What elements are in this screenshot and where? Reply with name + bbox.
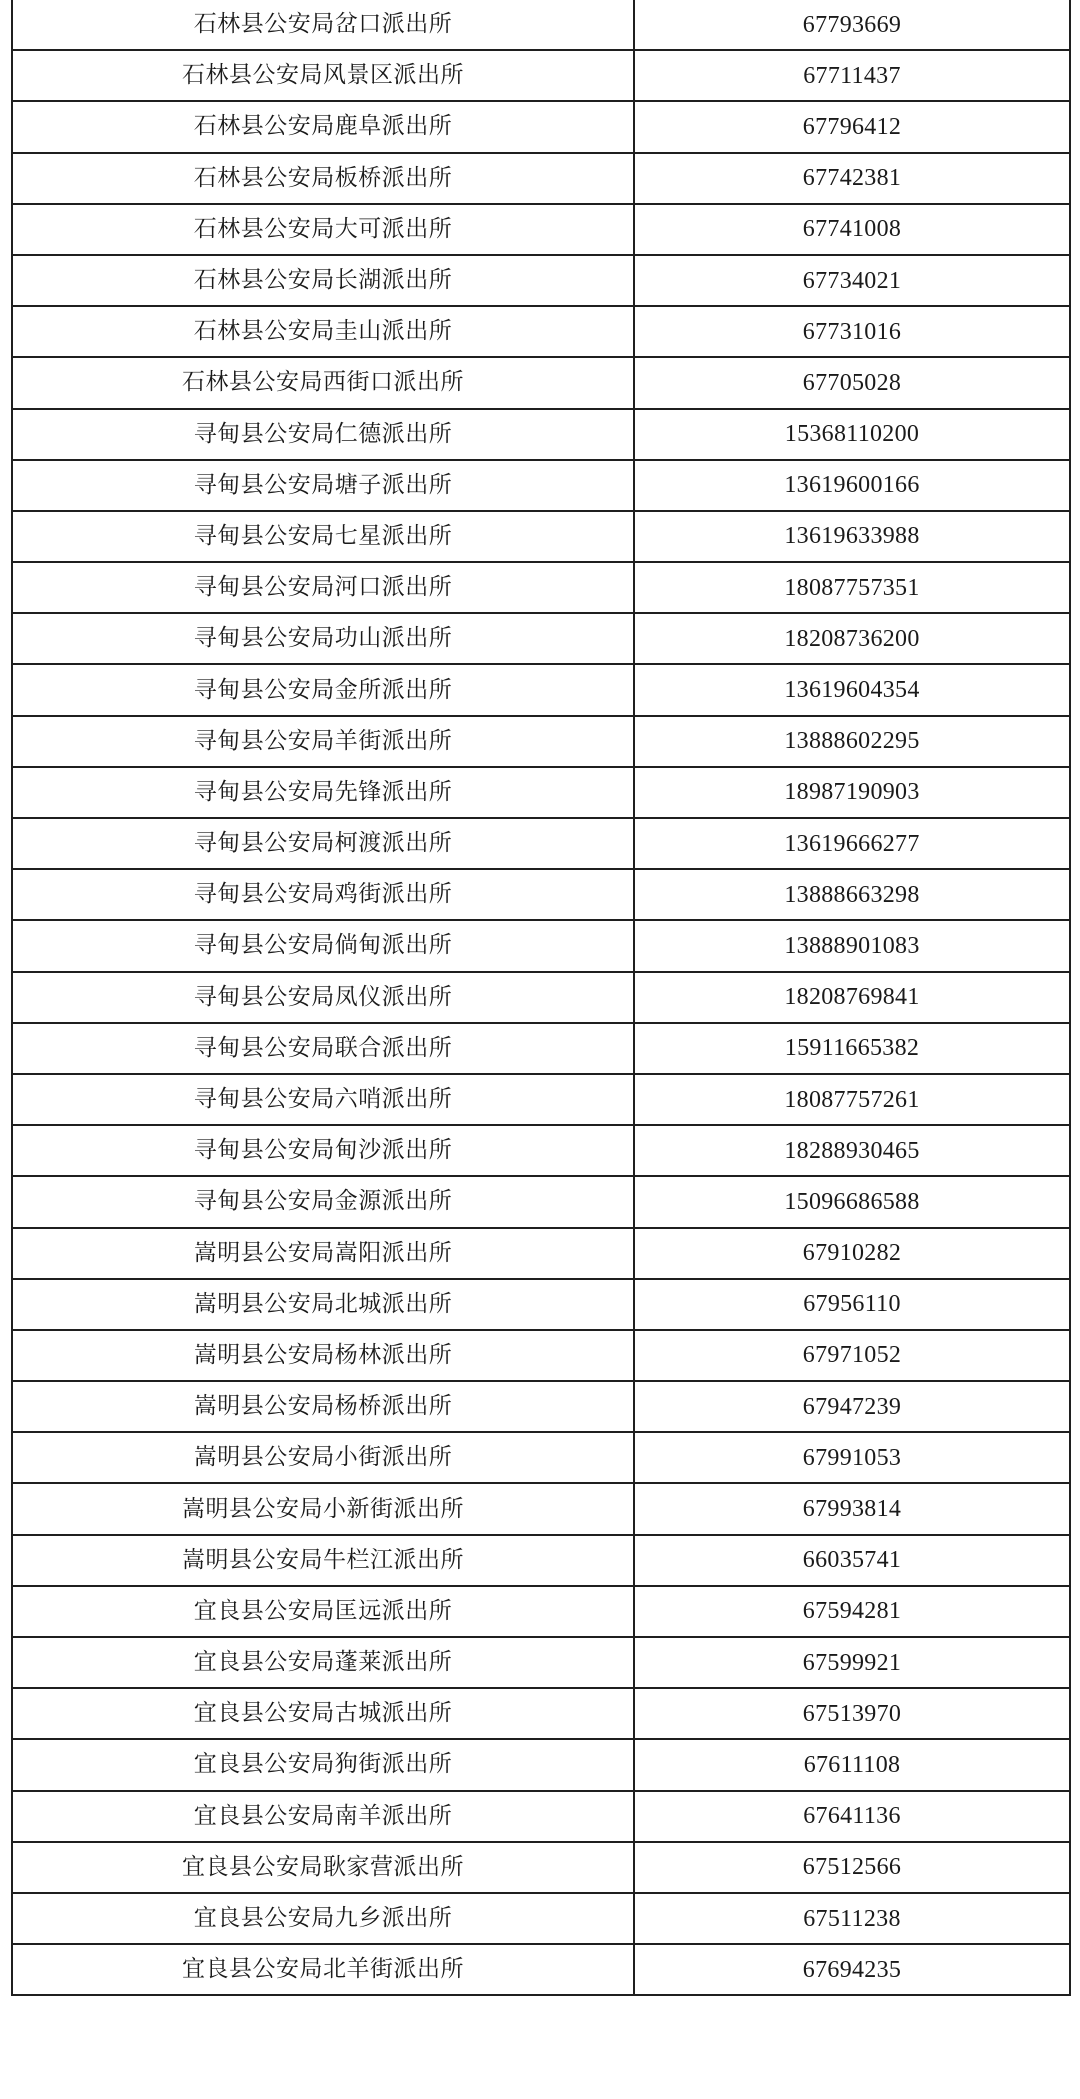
station-name-cell: 宜良县公安局狗街派出所	[12, 1739, 634, 1790]
station-name-cell: 寻甸县公安局鸡街派出所	[12, 869, 634, 920]
table-row	[12, 204, 1070, 255]
station-name-cell: 嵩明县公安局杨桥派出所	[12, 1381, 634, 1432]
table-row	[12, 767, 1070, 818]
station-name-cell: 寻甸县公安局甸沙派出所	[12, 1125, 634, 1176]
phone-number-cell: 67711437	[634, 50, 1070, 101]
station-name-cell: 石林县公安局鹿阜派出所	[12, 101, 634, 152]
station-name-cell: 嵩明县公安局小新街派出所	[12, 1483, 634, 1534]
station-name-cell: 宜良县公安局匡远派出所	[12, 1586, 634, 1637]
phone-number-cell: 15096686588	[634, 1176, 1070, 1227]
table-row	[12, 1381, 1070, 1432]
table-row	[12, 972, 1070, 1023]
station-name-cell: 寻甸县公安局仁德派出所	[12, 409, 634, 460]
table-row	[12, 1330, 1070, 1381]
table-row	[12, 1125, 1070, 1176]
station-name-cell: 寻甸县公安局柯渡派出所	[12, 818, 634, 869]
station-name-cell: 寻甸县公安局金源派出所	[12, 1176, 634, 1227]
phone-number-cell: 67594281	[634, 1586, 1070, 1637]
station-name-cell: 寻甸县公安局先锋派出所	[12, 767, 634, 818]
table-row	[12, 1944, 1070, 1995]
station-table	[11, 0, 1071, 1996]
phone-number-cell: 67512566	[634, 1842, 1070, 1893]
table-row	[12, 1074, 1070, 1125]
station-name-cell: 寻甸县公安局功山派出所	[12, 613, 634, 664]
phone-number-cell: 67742381	[634, 153, 1070, 204]
station-name-cell: 寻甸县公安局七星派出所	[12, 511, 634, 562]
phone-number-cell: 67793669	[634, 0, 1070, 50]
table-row	[12, 1586, 1070, 1637]
table-row	[12, 1688, 1070, 1739]
station-name-cell: 石林县公安局西街口派出所	[12, 357, 634, 408]
police-station-directory	[11, 0, 1069, 1996]
table-row	[12, 0, 1070, 50]
table-row	[12, 1228, 1070, 1279]
phone-number-cell: 67611108	[634, 1739, 1070, 1790]
table-row	[12, 664, 1070, 715]
table-row	[12, 1023, 1070, 1074]
phone-number-cell: 18208769841	[634, 972, 1070, 1023]
table-row	[12, 153, 1070, 204]
phone-number-cell: 67741008	[634, 204, 1070, 255]
phone-number-cell: 18987190903	[634, 767, 1070, 818]
table-row	[12, 818, 1070, 869]
phone-number-cell: 67956110	[634, 1279, 1070, 1330]
phone-number-cell: 15368110200	[634, 409, 1070, 460]
phone-number-cell: 66035741	[634, 1535, 1070, 1586]
station-name-cell: 嵩明县公安局小街派出所	[12, 1432, 634, 1483]
table-row	[12, 1279, 1070, 1330]
phone-number-cell: 67705028	[634, 357, 1070, 408]
station-name-cell: 宜良县公安局蓬莱派出所	[12, 1637, 634, 1688]
phone-number-cell: 13619600166	[634, 460, 1070, 511]
phone-number-cell: 18208736200	[634, 613, 1070, 664]
phone-number-cell: 67796412	[634, 101, 1070, 152]
phone-number-cell: 13619604354	[634, 664, 1070, 715]
table-row	[12, 50, 1070, 101]
station-name-cell: 宜良县公安局北羊街派出所	[12, 1944, 634, 1995]
phone-number-cell: 13619633988	[634, 511, 1070, 562]
phone-number-cell: 15911665382	[634, 1023, 1070, 1074]
phone-number-cell: 18087757261	[634, 1074, 1070, 1125]
station-name-cell: 宜良县公安局南羊派出所	[12, 1791, 634, 1842]
phone-number-cell: 18288930465	[634, 1125, 1070, 1176]
phone-number-cell: 67641136	[634, 1791, 1070, 1842]
phone-number-cell: 67599921	[634, 1637, 1070, 1688]
phone-number-cell: 67971052	[634, 1330, 1070, 1381]
table-row	[12, 1535, 1070, 1586]
table-row	[12, 716, 1070, 767]
station-name-cell: 石林县公安局岔口派出所	[12, 0, 634, 50]
station-name-cell: 嵩明县公安局杨林派出所	[12, 1330, 634, 1381]
phone-number-cell: 67734021	[634, 255, 1070, 306]
table-row	[12, 1637, 1070, 1688]
phone-number-cell: 67511238	[634, 1893, 1070, 1944]
phone-number-cell: 67993814	[634, 1483, 1070, 1534]
table-row	[12, 613, 1070, 664]
table-row	[12, 562, 1070, 613]
station-name-cell: 石林县公安局大可派出所	[12, 204, 634, 255]
phone-number-cell: 13888602295	[634, 716, 1070, 767]
table-row	[12, 1483, 1070, 1534]
phone-number-cell: 67910282	[634, 1228, 1070, 1279]
phone-number-cell: 67513970	[634, 1688, 1070, 1739]
table-row	[12, 869, 1070, 920]
table-row	[12, 920, 1070, 971]
station-name-cell: 石林县公安局圭山派出所	[12, 306, 634, 357]
table-row	[12, 460, 1070, 511]
phone-number-cell: 67694235	[634, 1944, 1070, 1995]
phone-number-cell: 18087757351	[634, 562, 1070, 613]
station-name-cell: 宜良县公安局古城派出所	[12, 1688, 634, 1739]
table-row	[12, 511, 1070, 562]
phone-number-cell: 67731016	[634, 306, 1070, 357]
station-name-cell: 寻甸县公安局凤仪派出所	[12, 972, 634, 1023]
table-row	[12, 1893, 1070, 1944]
table-row	[12, 255, 1070, 306]
station-name-cell: 寻甸县公安局羊街派出所	[12, 716, 634, 767]
station-name-cell: 嵩明县公安局牛栏江派出所	[12, 1535, 634, 1586]
table-row	[12, 1739, 1070, 1790]
station-name-cell: 嵩明县公安局北城派出所	[12, 1279, 634, 1330]
phone-number-cell: 13619666277	[634, 818, 1070, 869]
station-name-cell: 寻甸县公安局倘甸派出所	[12, 920, 634, 971]
table-row	[12, 1791, 1070, 1842]
table-row	[12, 1842, 1070, 1893]
table-row	[12, 1176, 1070, 1227]
table-row	[12, 306, 1070, 357]
table-row	[12, 357, 1070, 408]
phone-number-cell: 67947239	[634, 1381, 1070, 1432]
station-name-cell: 石林县公安局风景区派出所	[12, 50, 634, 101]
table-row	[12, 1432, 1070, 1483]
station-name-cell: 宜良县公安局耿家营派出所	[12, 1842, 634, 1893]
table-row	[12, 101, 1070, 152]
station-name-cell: 寻甸县公安局金所派出所	[12, 664, 634, 715]
station-name-cell: 嵩明县公安局嵩阳派出所	[12, 1228, 634, 1279]
phone-number-cell: 13888901083	[634, 920, 1070, 971]
station-name-cell: 宜良县公安局九乡派出所	[12, 1893, 634, 1944]
station-name-cell: 石林县公安局板桥派出所	[12, 153, 634, 204]
table-body	[12, 0, 1070, 1995]
table-row	[12, 409, 1070, 460]
station-name-cell: 寻甸县公安局联合派出所	[12, 1023, 634, 1074]
station-name-cell: 寻甸县公安局塘子派出所	[12, 460, 634, 511]
station-name-cell: 寻甸县公安局河口派出所	[12, 562, 634, 613]
station-name-cell: 石林县公安局长湖派出所	[12, 255, 634, 306]
phone-number-cell: 13888663298	[634, 869, 1070, 920]
phone-number-cell: 67991053	[634, 1432, 1070, 1483]
station-name-cell: 寻甸县公安局六哨派出所	[12, 1074, 634, 1125]
